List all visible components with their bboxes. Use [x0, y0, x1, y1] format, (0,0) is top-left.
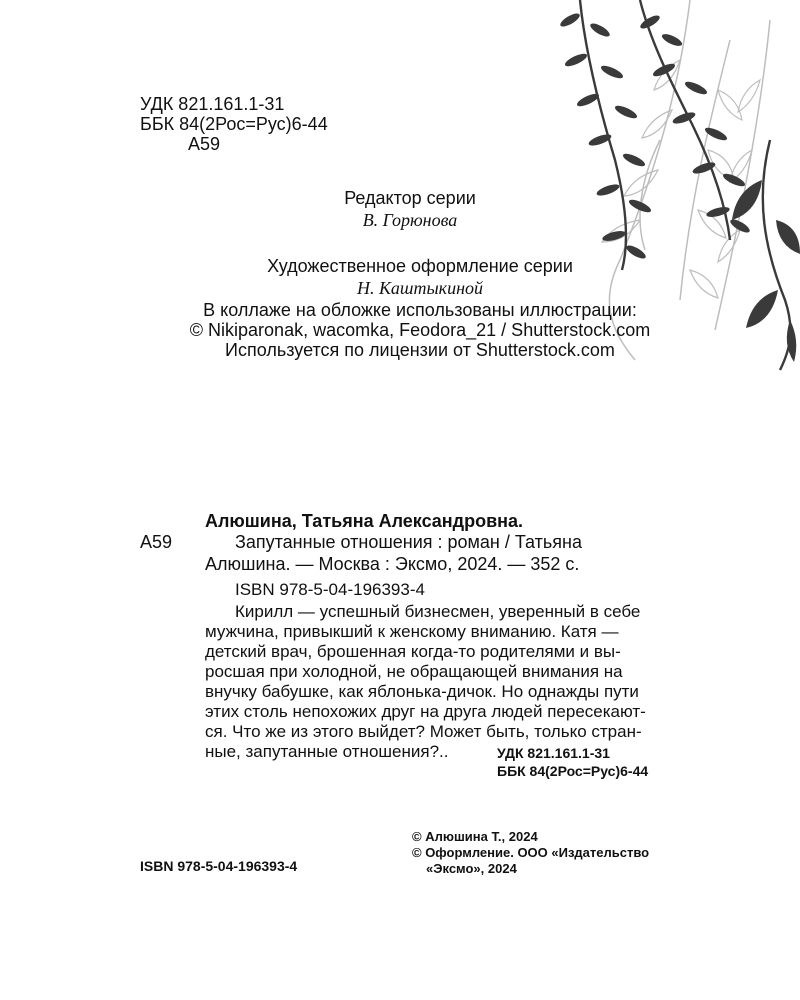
collage-line: Используется по лицензии от Shutterstock.com [225, 340, 615, 360]
annotation-line: ные, запутанные отношения?.. [205, 742, 449, 761]
annotation-line: ся. Что же из этого выйдет? Может быть, только стран- [205, 722, 642, 741]
bbk-code: ББК 84(2Рос=Рус)6-44 [140, 114, 328, 134]
catalog-isbn: ISBN 978-5-04-196393-4 [235, 580, 425, 599]
footer-isbn: ISBN 978-5-04-196393-4 [140, 858, 298, 874]
catalog-udk: УДК 821.161.1-31 [497, 745, 610, 761]
catalog-annotation [205, 602, 705, 762]
annotation-line: мужчина, привыкший к женскому вниманию. Катя — [205, 622, 619, 641]
description-line: Алюшина. — Москва : Эксмо, 2024. — 352 с. [205, 554, 580, 574]
catalog-description-cont [205, 554, 579, 574]
art-design-block [220, 256, 620, 298]
annotation-line: этих столь непохожих друг на друга людей пересекают- [205, 702, 646, 721]
copyright-block [412, 829, 649, 877]
catalog-description [235, 532, 582, 552]
copyright-line: «Эксмо», 2024 [426, 861, 517, 876]
art-design-name: Н. Каштыкиной [356, 278, 484, 298]
collage-line: © Nikiparonak, wacomka, Feodora_21 / Shutterstock.com [189, 320, 651, 340]
series-editor-block [300, 188, 520, 230]
catalog-author-sign: А59 [140, 532, 173, 552]
copyright-line: © Алюшина Т., 2024 [412, 829, 538, 844]
series-editor-name: В. Горюнова [362, 210, 458, 230]
annotation-line: росшая при холодной, не обращающей внимания на [205, 662, 623, 681]
author-sign: А59 [188, 134, 221, 154]
copyright-line: © Оформление. ООО «Издательство [412, 845, 650, 860]
annotation-line: Кирилл — успешный бизнесмен, уверенный в себе [235, 602, 641, 621]
catalog-bbk: ББК 84(2Рос=Рус)6-44 [497, 763, 649, 779]
collage-line: В коллаже на обложке использованы иллюстрации: [203, 300, 637, 320]
annotation-line: внучку бабушке, как яблонька-дичок. Но однажды пути [205, 682, 639, 701]
annotation-line: детский врач, брошенная когда-то родителями и вы- [205, 642, 621, 661]
top-index-block [140, 94, 328, 154]
catalog-author-heading: Алюшина, Татьяна Александровна. [205, 511, 524, 531]
description-line: Запутанные отношения : роман / Татьяна [235, 532, 582, 552]
art-design-label: Художественное оформление серии [267, 256, 573, 276]
catalog-index-block [497, 744, 648, 780]
series-editor-label: Редактор серии [344, 188, 476, 208]
collage-credit-block [120, 300, 720, 360]
udk-code: УДК 821.161.1-31 [140, 94, 285, 114]
